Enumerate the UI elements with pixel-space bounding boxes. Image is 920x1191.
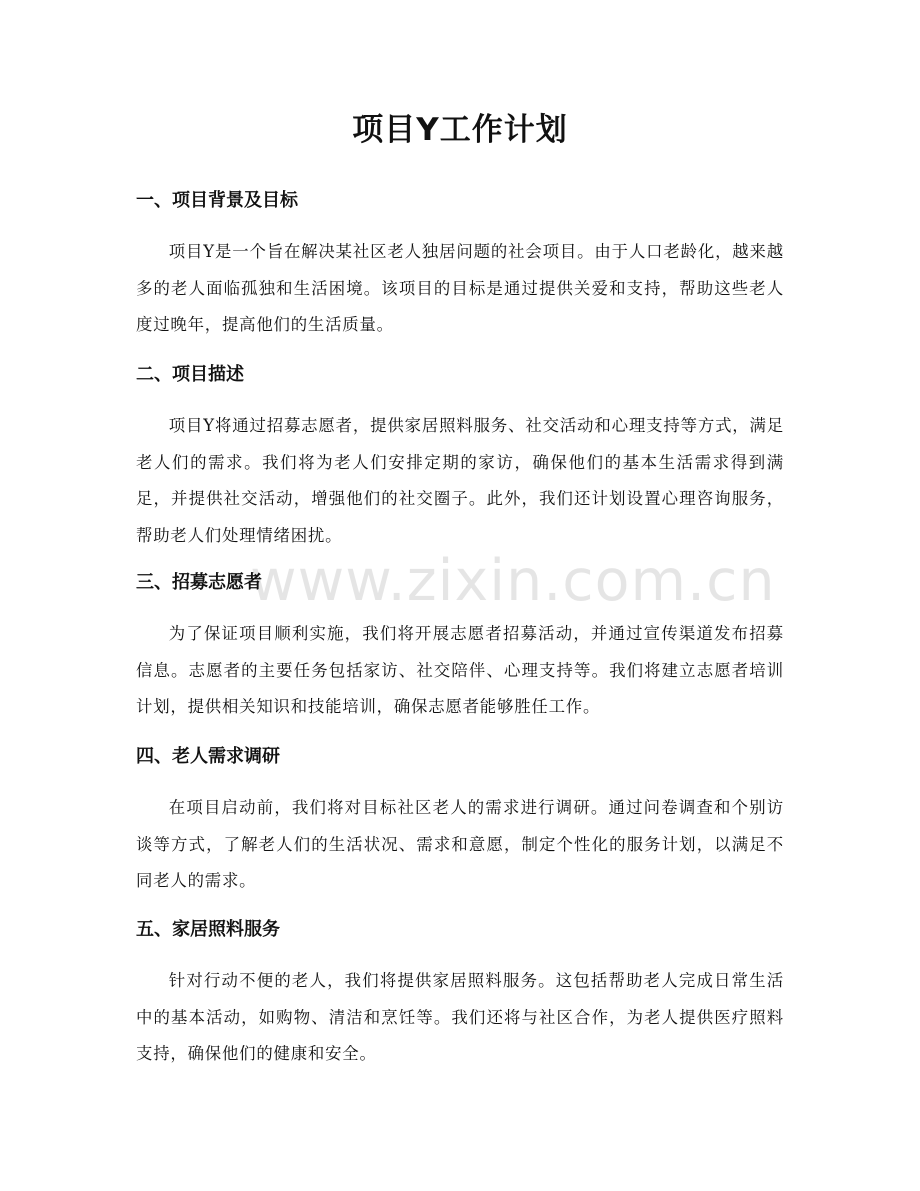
section-body-home-care: 针对行动不便的老人，我们将提供家居照料服务。这包括帮助老人完成日常生活中的基本活动，如购物、清洁和烹饪等。我们还将与社区合作，为老人提供医疗照料支持，确保他们的健康和安全。: [136, 971, 784, 1063]
document-title: 项目Y工作计划: [352, 112, 568, 148]
section-heading-needs-survey: 四、老人需求调研: [136, 746, 280, 767]
section-body-volunteers: 为了保证项目顺利实施，我们将开展志愿者招募活动，并通过宣传渠道发布招募信息。志愿者的主要任务包括家访、社交陪伴、心理支持等。我们将建立志愿者培训计划，提供相关知识和技能培训，确保志愿者能够胜任工作。: [136, 624, 784, 716]
section-body-background: 项目Y是一个旨在解决某社区老人独居问题的社会项目。由于人口老龄化，越来越多的老人面临孤独和生活困境。该项目的目标是通过提供关爱和支持，帮助这些老人度过晚年，提高他们的生活质量。: [136, 242, 784, 334]
section-heading-home-care: 五、家居照料服务: [136, 919, 280, 940]
section-heading-description: 二、项目描述: [136, 364, 244, 385]
section-body-description: 项目Y将通过招募志愿者，提供家居照料服务、社交活动和心理支持等方式，满足老人们的需求。我们将为老人们安排定期的家访，确保他们的基本生活需求得到满足，并提供社交活动，增强他们的社交圈子。此外，我们还计划设置心理咨询服务，帮助老人们处理情绪困扰。: [136, 416, 784, 545]
section-heading-background: 一、项目背景及目标: [136, 190, 298, 211]
section-body-needs-survey: 在项目启动前，我们将对目标社区老人的需求进行调研。通过问卷调查和个别访谈等方式，了解老人们的生活状况、需求和意愿，制定个性化的服务计划，以满足不同老人的需求。: [136, 798, 784, 890]
section-heading-volunteers: 三、招募志愿者: [136, 572, 262, 593]
watermark: www.zixin.com.cn: [250, 548, 776, 614]
